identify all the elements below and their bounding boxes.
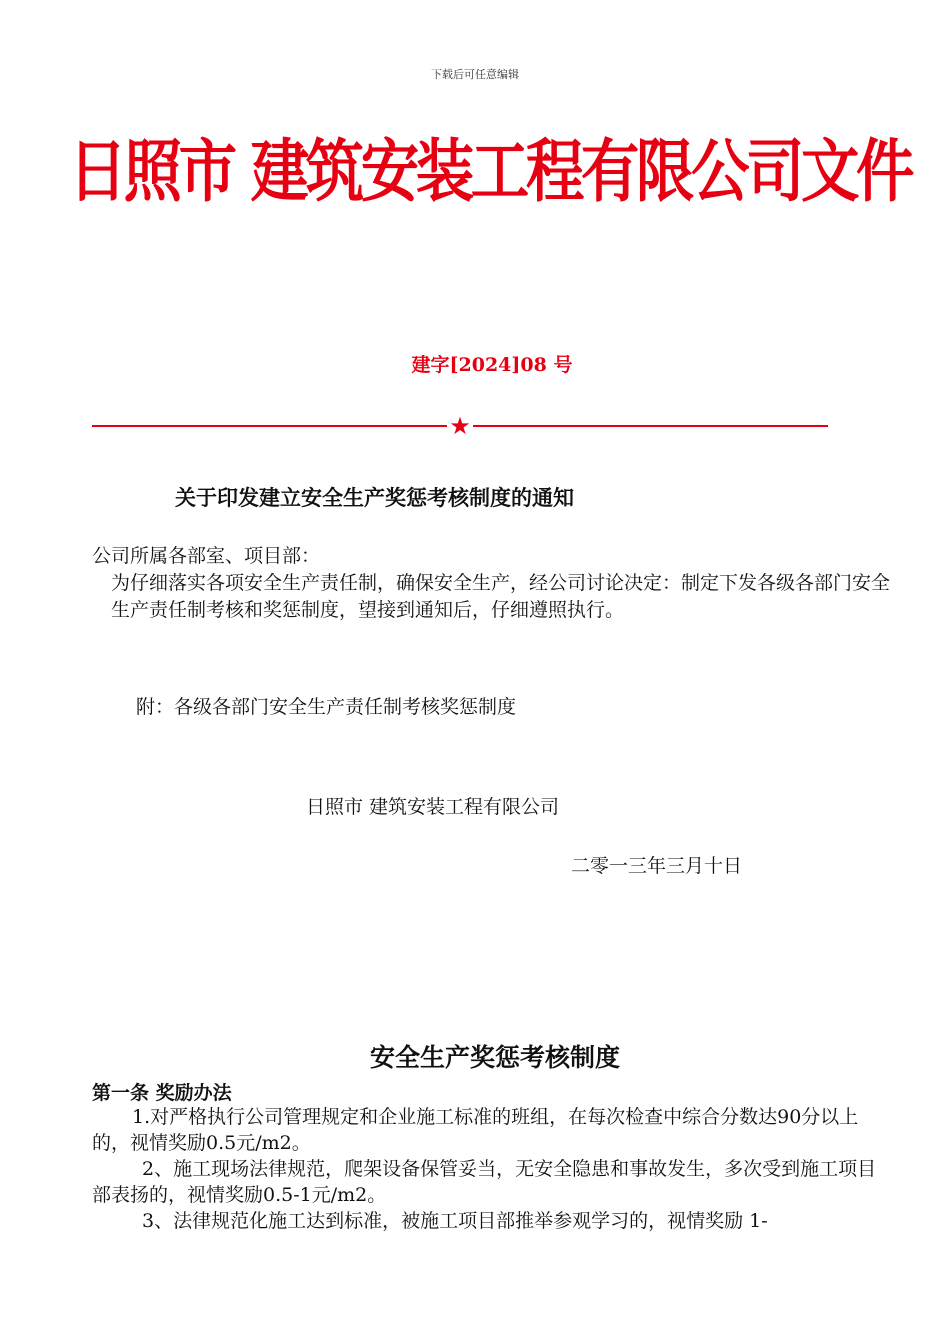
rules-title: 安全生产奖惩考核制度 [370,1043,621,1072]
notice-title: 关于印发建立安全生产奖惩考核制度的通知 [175,485,574,510]
divider-line-right [473,425,828,427]
divider-line-left [92,425,447,427]
notice-paragraph-text: 为仔细落实各项安全生产责任制，确保安全生产，经公司讨论决定：制定下发各级各部门安全生产责任制考核和奖惩制度，望接到通知后，仔细遵照执行。 [111,572,891,621]
red-divider [92,413,828,439]
article-heading: 第一条 奖励办法 [92,1082,232,1104]
signature-company: 日照市 建筑安装工程有限公司 [306,796,560,818]
reward-items [92,1104,892,1234]
list-item: 3、法律规范化施工达到标准，被施工项目部推举参观学习的，视情奖励 1- [142,1210,768,1232]
addressee: 公司所属各部室、项目部： [92,545,321,567]
star-icon: ★ [449,412,471,440]
masthead-text: 日照市 建筑安装工程有限公司文件 [68,133,912,212]
header-note: 下载后可任意编辑 [431,68,519,81]
document-number: 建字[2024]08 号 [411,354,573,376]
list-item: 2、施工现场法律规范，爬架设备保管妥当，无安全隐患和事故发生，多次受到施工项目部表扬的，视情奖励0.5-1元/m2。 [92,1158,877,1206]
signature-date: 二零一三年三月十日 [571,855,743,877]
attachment-line: 附：各级各部门安全生产责任制考核奖惩制度 [136,696,517,718]
masthead-title [0,128,950,218]
notice-paragraph [92,570,892,624]
list-item: 1.对严格执行公司管理规定和企业施工标准的班组，在每次检查中综合分数达90分以上的，视情奖励0.5元/m2。 [92,1106,859,1154]
